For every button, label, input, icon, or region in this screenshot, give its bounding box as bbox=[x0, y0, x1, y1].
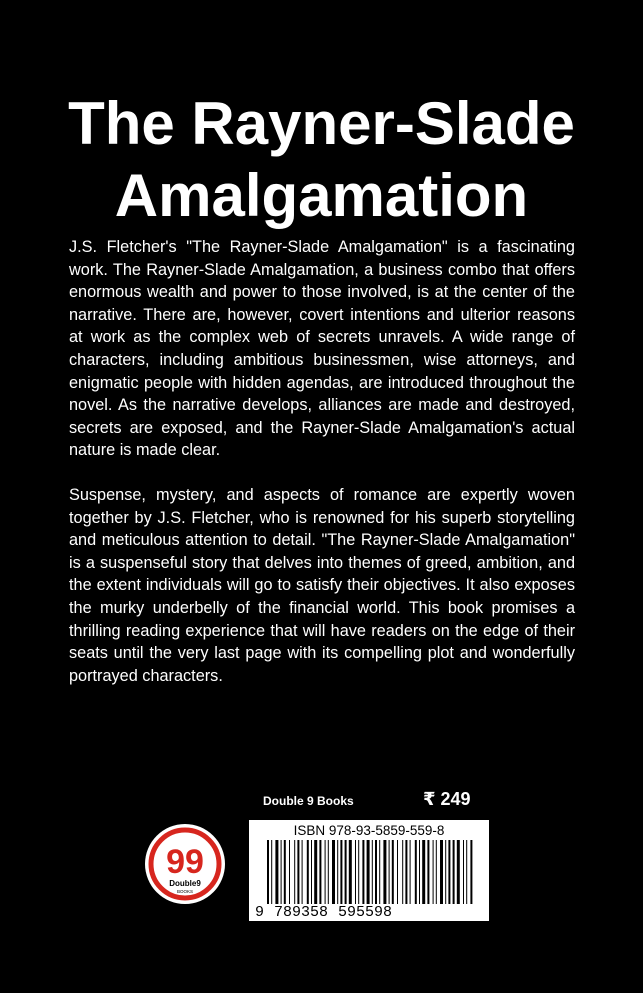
logo-sub: BOOKS bbox=[176, 889, 194, 894]
barcode-bar bbox=[422, 840, 425, 904]
barcode-bar bbox=[372, 840, 373, 904]
barcode-bar bbox=[362, 840, 364, 904]
publisher-logo bbox=[145, 824, 225, 904]
barcode-bar bbox=[294, 840, 295, 904]
barcode-digits bbox=[255, 904, 485, 921]
barcode-bars-icon bbox=[267, 840, 473, 904]
barcode-bar bbox=[375, 840, 377, 904]
price: ₹ 249 bbox=[423, 789, 471, 809]
barcode-bar bbox=[383, 840, 386, 904]
isbn-number: ISBN 978-93-5859-559-8 bbox=[293, 823, 445, 838]
barcode-bar bbox=[349, 840, 352, 904]
barcode-bar bbox=[433, 840, 434, 904]
barcode-bar bbox=[297, 840, 299, 904]
barcode-bar bbox=[448, 840, 450, 904]
barcode-bar bbox=[340, 840, 342, 904]
double9-logo-icon bbox=[145, 824, 225, 904]
blurb-paragraph-1: J.S. Fletcher's "The Rayner-Slade Amalgamation" is a fascinating work. The Rayner-Slade Amalgamation, a business combo that offers enormous wealth and power to those involved, is at the center of the narrative. There are, however, covert intentions and ulterior reasons at work as the complex web of secrets unravels. A wide range of characters, including ambitious businessmen, wise attorneys, and enigmatic people with hidden agendas, are introduced throughout the novel. As the narrative develops, alliances are made and destroyed, secrets are exposed, and the Rayner-Slade Amalgamation's actual nature is made clear. bbox=[69, 238, 575, 460]
barcode-bar bbox=[358, 840, 359, 904]
barcode-bar bbox=[314, 840, 317, 904]
barcode-bar bbox=[311, 840, 312, 904]
barcode-digits-right: 595598 bbox=[338, 904, 393, 921]
barcode-bar bbox=[392, 840, 394, 904]
barcode-bar bbox=[337, 840, 338, 904]
blurb-paragraph-2: Suspense, mystery, and aspects of romance are expertly woven together by J.S. Fletcher, who is renowned for his superb storytelling and meticulous attention to detail. "The Rayner-Slade Amalgamation" is a suspenseful story that delves into themes of greed, ambition, and the extent individuals will go to satisfy their objectives. It also exposes the murky underbelly of the financial world. This book promises a thrilling reading experience that will have readers on the edge of their seats until the very last page with its compelling plot and wonderfully portrayed characters. bbox=[69, 485, 575, 685]
barcode-bar bbox=[440, 840, 443, 904]
barcode-bar bbox=[436, 840, 437, 904]
barcode-bar bbox=[325, 840, 326, 904]
barcode-bar bbox=[345, 840, 347, 904]
barcode-digit-lead: 9 bbox=[255, 904, 265, 921]
barcode-bar bbox=[355, 840, 356, 904]
barcode-bar bbox=[427, 840, 429, 904]
barcode-bar bbox=[397, 840, 398, 904]
barcode-bar bbox=[457, 840, 460, 904]
barcode-bar bbox=[466, 840, 467, 904]
barcode-bar bbox=[271, 840, 272, 904]
publisher-name: Double 9 Books bbox=[263, 794, 354, 808]
book-title bbox=[0, 88, 643, 232]
barcode-bar bbox=[267, 840, 269, 904]
barcode-bar bbox=[402, 840, 403, 904]
barcode-bar bbox=[275, 840, 278, 904]
barcode-bar bbox=[379, 840, 380, 904]
barcode-bar bbox=[307, 840, 309, 904]
barcode-bar bbox=[332, 840, 335, 904]
barcode-bar bbox=[328, 840, 329, 904]
barcode-bar bbox=[470, 840, 472, 904]
barcode-bar bbox=[389, 840, 390, 904]
blurb bbox=[69, 236, 575, 687]
barcode-bar bbox=[289, 840, 290, 904]
barcode-bar bbox=[419, 840, 420, 904]
barcode-bar bbox=[302, 840, 303, 904]
barcode-bar bbox=[410, 840, 411, 904]
logo-number: 99 bbox=[166, 843, 204, 881]
barcode-bar bbox=[281, 840, 282, 904]
barcode-bar bbox=[415, 840, 417, 904]
barcode-bar bbox=[319, 840, 321, 904]
barcode-bar bbox=[367, 840, 370, 904]
barcode-bar bbox=[284, 840, 286, 904]
isbn-barcode bbox=[249, 820, 489, 921]
barcode-digits-left: 789358 bbox=[274, 904, 329, 921]
barcode-bar bbox=[463, 840, 464, 904]
barcode-bar bbox=[453, 840, 455, 904]
title-line-2: Amalgamation bbox=[114, 162, 529, 229]
barcode-bar bbox=[445, 840, 446, 904]
barcode-bar bbox=[405, 840, 407, 904]
title-line-1: The Rayner-Slade bbox=[68, 90, 575, 157]
logo-brand: Double9 bbox=[169, 879, 201, 888]
